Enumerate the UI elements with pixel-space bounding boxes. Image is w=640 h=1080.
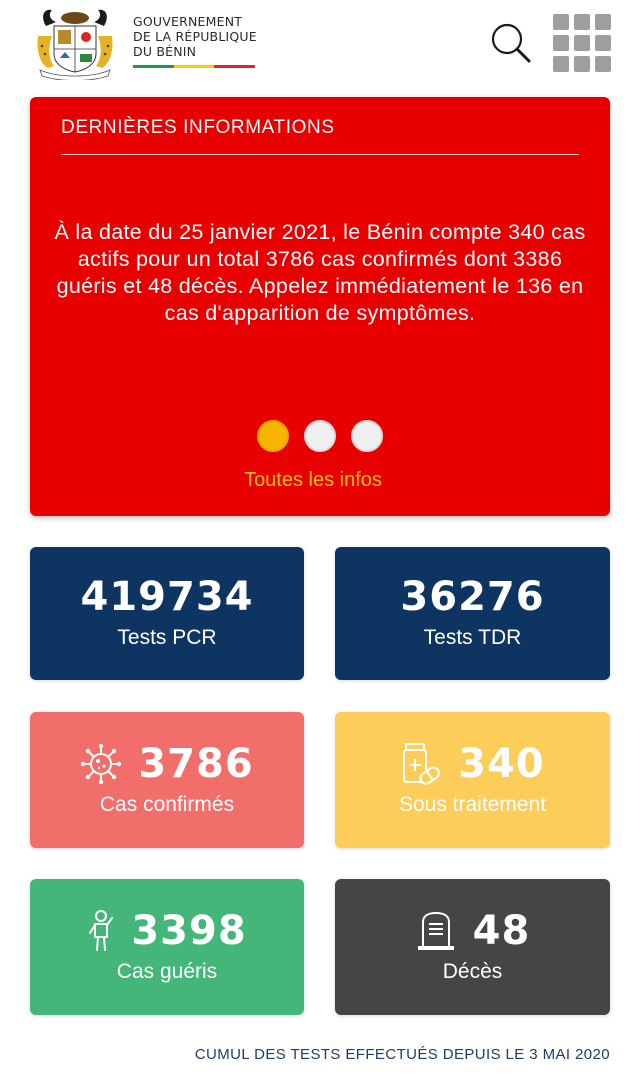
grid-cell bbox=[574, 35, 590, 51]
carousel-dot-1[interactable] bbox=[257, 420, 289, 452]
treatment-value: 340 bbox=[458, 741, 545, 787]
carousel-dots bbox=[257, 420, 383, 452]
confirmed-value: 3786 bbox=[138, 741, 254, 787]
flag-yellow bbox=[174, 65, 215, 68]
grid-cell bbox=[595, 35, 611, 51]
deaths-label: Décès bbox=[442, 960, 503, 983]
news-title: DERNIÈRES INFORMATIONS bbox=[61, 117, 335, 138]
tests-pcr-label: Tests PCR bbox=[117, 626, 217, 649]
gov-title-line-3: DU BÉNIN bbox=[133, 44, 197, 59]
header bbox=[0, 0, 640, 90]
person-icon bbox=[87, 909, 115, 953]
grid-cell bbox=[574, 14, 590, 30]
treatment-label: Sous traitement bbox=[398, 793, 547, 816]
coat-of-arms-logo[interactable] bbox=[34, 6, 116, 80]
medicine-icon bbox=[400, 742, 442, 786]
grid-cell bbox=[553, 56, 569, 72]
grid-cell bbox=[595, 56, 611, 72]
grid-cell bbox=[595, 14, 611, 30]
tests-cumulative-note: CUMUL DES TESTS EFFECTUÉS DEPUIS LE 3 MAI 2020 bbox=[194, 1046, 610, 1063]
grid-cell bbox=[574, 56, 590, 72]
tests-tdr-label: Tests TDR bbox=[423, 626, 522, 649]
flag-red bbox=[214, 65, 255, 68]
stat-card-deaths bbox=[335, 879, 610, 1015]
all-news-label: Toutes les infos bbox=[244, 469, 382, 491]
carousel-dot-2[interactable] bbox=[304, 420, 336, 452]
tests-pcr-value: 419734 bbox=[80, 574, 254, 620]
stat-card-tests-tdr bbox=[335, 547, 610, 680]
carousel-dot-3[interactable] bbox=[351, 420, 383, 452]
flag-stripe bbox=[133, 65, 255, 68]
gov-title-line-1: GOUVERNEMENT bbox=[133, 14, 243, 29]
confirmed-label: Cas confirmés bbox=[99, 793, 235, 816]
flag-green bbox=[133, 65, 174, 68]
tests-tdr-value: 36276 bbox=[400, 574, 545, 620]
all-news-link[interactable] bbox=[30, 469, 610, 492]
search-icon[interactable] bbox=[490, 22, 532, 64]
grid-cell bbox=[553, 14, 569, 30]
virus-icon bbox=[80, 743, 122, 785]
stat-card-tests-pcr bbox=[30, 547, 304, 680]
news-divider bbox=[61, 154, 579, 155]
deaths-value: 48 bbox=[472, 908, 531, 954]
government-title bbox=[133, 14, 257, 59]
grid-menu-icon[interactable] bbox=[553, 14, 611, 72]
stat-card-confirmed bbox=[30, 712, 304, 848]
stat-card-treatment bbox=[335, 712, 610, 848]
grid-cell bbox=[553, 35, 569, 51]
stat-card-recovered bbox=[30, 879, 304, 1015]
gov-title-line-2: DE LA RÉPUBLIQUE bbox=[133, 29, 257, 44]
recovered-label: Cas guéris bbox=[116, 960, 218, 983]
recovered-value: 3398 bbox=[131, 908, 247, 954]
news-carousel[interactable] bbox=[30, 97, 610, 516]
tombstone-icon bbox=[415, 910, 457, 952]
news-text: À la date du 25 janvier 2021, le Bénin compte 340 cas actifs pour un total 3786 cas confirmés dont 3386 guéris et 48 décès. Appelez immédiatement le 136 en cas d'apparition de symptômes. bbox=[54, 220, 586, 325]
